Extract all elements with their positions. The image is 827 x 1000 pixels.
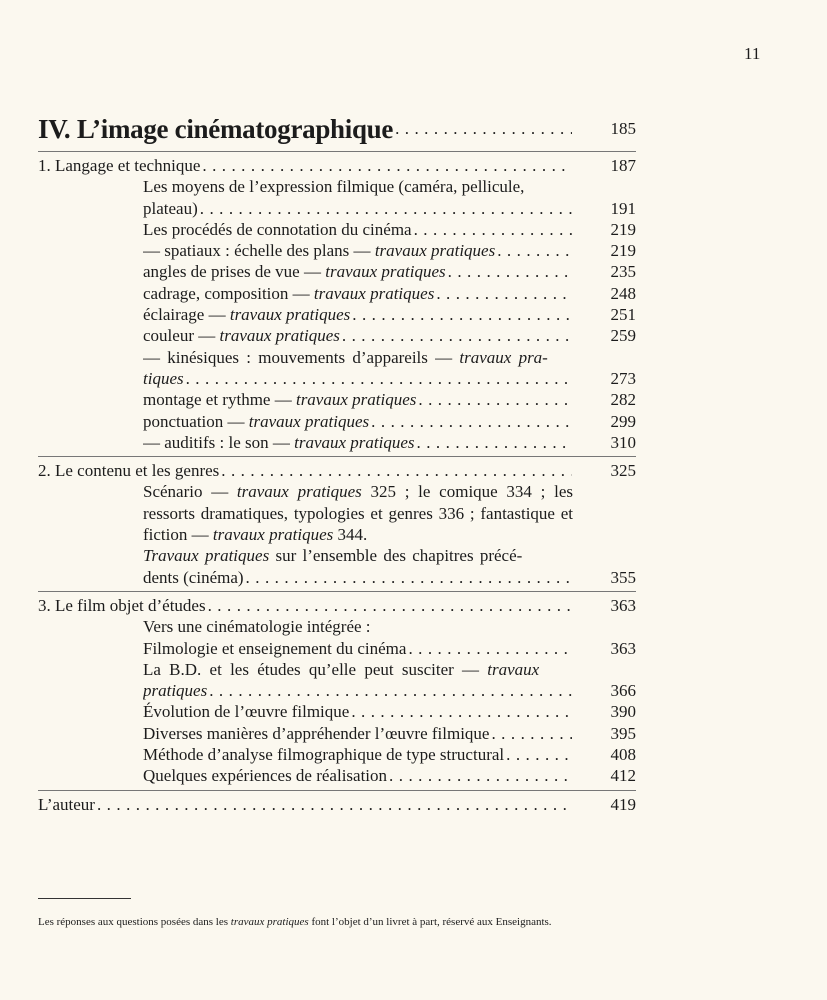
toc-entry (38, 411, 636, 432)
entry-page: 191 (610, 198, 636, 218)
chapter-heading (38, 110, 636, 148)
entry-italic: travaux pratiques (248, 411, 370, 431)
entry-page: 219 (610, 219, 636, 239)
chapter-title: IV. L’image cinématographique (38, 114, 394, 144)
toc-entry (38, 659, 636, 680)
entry-italic: travaux pratiques (294, 432, 415, 452)
toc-entry (38, 638, 636, 659)
entry-text: dents (cinéma) (143, 567, 244, 587)
author-label: L’auteur (38, 794, 95, 814)
toc-entry (38, 680, 636, 701)
entry-italic: travaux pratiques (229, 305, 351, 325)
entry-italic: travaux pratiques (374, 241, 496, 261)
toc-entry (38, 701, 636, 722)
toc-entry (38, 219, 636, 240)
entry-text: Quelques expériences de réalisation (143, 766, 388, 786)
entry-page: 408 (610, 745, 636, 765)
section-page: 363 (610, 595, 636, 615)
entry-page: 259 (610, 326, 636, 346)
entry-page: 248 (610, 283, 636, 303)
toc-entry (38, 347, 636, 368)
leader-dots (418, 389, 572, 410)
entry-text: Vers une cinématologie intégrée : (143, 617, 371, 637)
entry-italic: travaux pratiques (219, 326, 340, 346)
entry-text: éclairage — (143, 305, 230, 325)
entry-text: Évolution de l’œuvre filmique (143, 702, 350, 722)
leader-dots (491, 723, 572, 744)
divider (38, 151, 636, 152)
divider (38, 591, 636, 592)
entry-page: 273 (610, 368, 636, 388)
toc-entry (38, 616, 636, 637)
leader-dots (506, 744, 572, 765)
toc-entry (38, 261, 636, 282)
entry-text: Méthode d’analyse filmographique de type structural (143, 745, 505, 765)
entry-text: ponctuation — (143, 411, 249, 431)
leader-dots (497, 240, 572, 261)
leader-dots (389, 765, 572, 786)
leader-dots (208, 595, 572, 616)
entry-page: 412 (610, 766, 636, 786)
entry-italic: Travaux pratiques (143, 546, 270, 566)
entry-page: 395 (610, 723, 636, 743)
page-number: 11 (744, 44, 761, 63)
entry-page: 390 (610, 702, 636, 722)
summary-text: 344. (333, 525, 368, 545)
entry-text: montage et rythme — (143, 390, 296, 410)
entry-text: angles de prises de vue — (143, 262, 326, 282)
entry-italic: travaux pratiques (325, 262, 446, 282)
section-2 (38, 460, 636, 481)
leader-dots (408, 638, 572, 659)
entry-page: 251 (610, 305, 636, 325)
entry-italic: travaux pra- (459, 347, 548, 367)
toc-entry (38, 304, 636, 325)
divider (38, 456, 636, 457)
leader-dots (342, 325, 572, 346)
toc-entry (38, 176, 636, 197)
toc-entry (38, 744, 636, 765)
leader-dots (221, 460, 572, 481)
toc-entry (38, 723, 636, 744)
entry-text: Les moyens de l’expression filmique (caméra, pellicule, (143, 177, 525, 197)
toc-entry (38, 545, 636, 566)
leader-dots (352, 304, 572, 325)
leader-dots (200, 198, 572, 219)
author-entry (38, 794, 636, 815)
leader-dots (417, 432, 572, 453)
entry-page: 282 (610, 390, 636, 410)
leader-dots (186, 368, 572, 389)
chapter-page: 185 (610, 119, 636, 138)
entry-text: — spatiaux : échelle des plans — (143, 241, 375, 261)
footnote-italic: travaux pratiques (230, 916, 309, 928)
entry-italic: tiques (143, 368, 184, 388)
section-page: 325 (610, 461, 636, 481)
summary-italic: travaux pratiques (212, 525, 334, 545)
section-page: 187 (610, 156, 636, 175)
entry-page: 219 (610, 241, 636, 261)
entry-text: cadrage, composition — (143, 283, 314, 303)
entry-text: plateau) (143, 198, 198, 218)
entry-text: sur l’ensemble des chapitres précé- (269, 546, 523, 566)
leader-dots (395, 110, 572, 148)
leader-dots (202, 155, 572, 176)
summary-text: Scénario — (143, 482, 237, 502)
toc-entry (38, 325, 636, 346)
entry-page: 310 (610, 432, 636, 452)
footnote-rule (38, 898, 131, 899)
entry-text: couleur — (143, 326, 220, 346)
entry-text: La B.D. et les études qu’elle peut susciter — (143, 659, 488, 679)
entry-italic: travaux pratiques (313, 283, 435, 303)
section-3 (38, 595, 636, 616)
footnote (38, 916, 634, 930)
entry-page: 355 (610, 567, 636, 587)
entry-page: 363 (610, 638, 636, 658)
toc-entry (38, 198, 636, 219)
entry-text: Les procédés de connotation du cinéma (143, 219, 412, 239)
divider (38, 790, 636, 791)
summary-text: 325 ; le comique 334 ; les ressorts dramatiques, typologies et genres 336 ; fantastique et fiction — (143, 482, 573, 545)
leader-dots (246, 567, 572, 588)
section-2-summary (143, 481, 573, 545)
entry-italic: travaux pratiques (295, 390, 417, 410)
leader-dots (97, 794, 572, 815)
section-title: 3. Le film objet d’études (38, 595, 206, 615)
section-title: 2. Le contenu et les genres (38, 461, 220, 481)
entry-page: 235 (610, 262, 636, 282)
leader-dots (436, 283, 572, 304)
toc-entry (38, 240, 636, 261)
entry-text: Diverses manières d’appréhender l’œuvre filmique (143, 723, 490, 743)
toc-entry (38, 432, 636, 453)
section-title: 1. Langage et technique (38, 156, 201, 175)
toc-entry (38, 368, 636, 389)
toc-entry (38, 765, 636, 786)
leader-dots (209, 680, 572, 701)
leader-dots (414, 219, 572, 240)
footnote-text: Les réponses aux questions posées dans les (38, 916, 231, 928)
author-page: 419 (610, 794, 636, 814)
entry-text: — kinésiques : mouvements d’appareils — (143, 347, 460, 367)
table-of-contents (38, 110, 636, 815)
summary-italic: travaux pratiques (236, 482, 362, 502)
entry-italic: travaux (487, 659, 540, 679)
footnote-text: font l’objet d’un livret à part, réservé aux Enseignants. (308, 916, 552, 928)
entry-italic: pratiques (143, 681, 208, 701)
leader-dots (351, 701, 572, 722)
entry-page: 366 (610, 681, 636, 701)
entry-text: Filmologie et enseignement du cinéma (143, 638, 407, 658)
section-1 (38, 155, 636, 176)
toc-entry (38, 567, 636, 588)
leader-dots (448, 261, 572, 282)
toc-entry (38, 283, 636, 304)
entry-text: — auditifs : le son — (143, 432, 295, 452)
leader-dots (371, 411, 572, 432)
toc-entry (38, 389, 636, 410)
entry-page: 299 (610, 411, 636, 431)
